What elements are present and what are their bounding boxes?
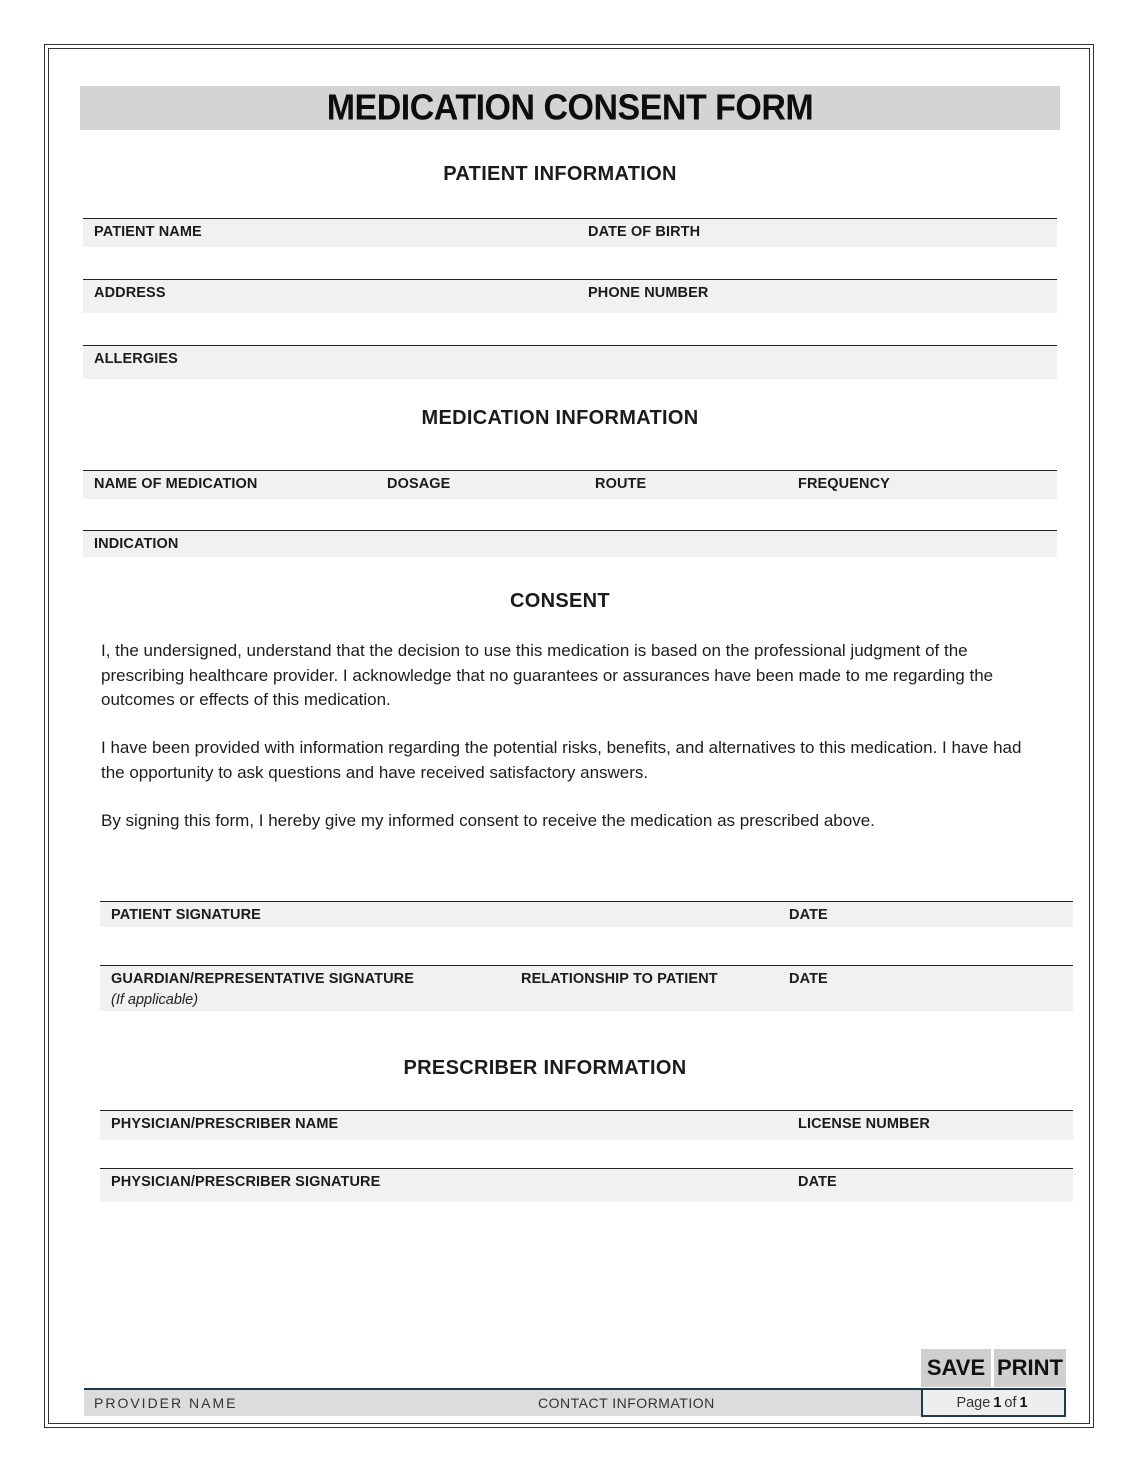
- prescriber-signature-date-label: DATE: [798, 1174, 837, 1190]
- page-total: 1: [1019, 1394, 1028, 1411]
- footer-bar: [84, 1388, 1066, 1416]
- page-indicator: [921, 1388, 1066, 1417]
- page-prefix: Page: [956, 1394, 991, 1411]
- guardian-signature-date-label: DATE: [789, 971, 828, 987]
- patient-name-label: PATIENT NAME: [94, 224, 202, 240]
- if-applicable-note: (If applicable): [111, 992, 199, 1008]
- dosage-label: DOSAGE: [387, 476, 451, 492]
- license-number-label: LICENSE NUMBER: [798, 1116, 930, 1132]
- contact-information-footer: CONTACT INFORMATION: [538, 1395, 715, 1411]
- prescriber-signature-field[interactable]: [100, 1168, 1073, 1202]
- prescriber-signature-label: PHYSICIAN/PRESCRIBER SIGNATURE: [111, 1174, 381, 1190]
- consent-paragraph-1: [101, 639, 1031, 713]
- provider-name-footer: PROVIDER NAME: [94, 1395, 238, 1411]
- page-current: 1: [993, 1394, 1002, 1411]
- consent-text-2: I have been provided with information regarding the potential risks, benefits, and alternatives to this medication. I have had the opportunity to ask questions and have received satisfactory answers.: [101, 738, 1022, 782]
- route-label: ROUTE: [595, 476, 647, 492]
- consent-paragraph-3: [101, 809, 1031, 834]
- prescriber-name-field[interactable]: [100, 1110, 1073, 1140]
- consent-paragraph-2: [101, 736, 1031, 785]
- address-field[interactable]: [83, 279, 1057, 313]
- guardian-signature-label: GUARDIAN/REPRESENTATIVE SIGNATURE: [111, 971, 414, 987]
- allergies-label: ALLERGIES: [94, 351, 178, 367]
- indication-field[interactable]: [83, 530, 1057, 557]
- address-label: ADDRESS: [94, 285, 166, 301]
- prescriber-name-label: PHYSICIAN/PRESCRIBER NAME: [111, 1116, 339, 1132]
- relationship-to-patient-label: RELATIONSHIP TO PATIENT: [521, 971, 718, 987]
- patient-signature-label: PATIENT SIGNATURE: [111, 907, 261, 923]
- form-title-bar: [80, 86, 1060, 130]
- print-button[interactable]: PRINT: [994, 1349, 1066, 1387]
- allergies-field[interactable]: [83, 345, 1057, 379]
- consent-heading: CONSENT: [510, 590, 610, 612]
- frequency-label: FREQUENCY: [798, 476, 890, 492]
- consent-text-1: I, the undersigned, understand that the decision to use this medication is based on the professional judgment of the prescribing healthcare provider. I acknowledge that no guarantees or assurances have been made to me regarding the outcomes or effects of this medication.: [101, 641, 994, 709]
- page-of: of: [1004, 1394, 1017, 1411]
- save-button[interactable]: SAVE: [921, 1349, 991, 1387]
- name-of-medication-label: NAME OF MEDICATION: [94, 476, 258, 492]
- date-of-birth-label: DATE OF BIRTH: [588, 224, 701, 240]
- indication-label: INDICATION: [94, 536, 179, 552]
- consent-text-3: By signing this form, I hereby give my informed consent to receive the medication as prescribed above.: [101, 811, 875, 830]
- guardian-signature-field[interactable]: [100, 965, 1073, 1011]
- medication-details-field[interactable]: [83, 470, 1057, 499]
- patient-information-heading: PATIENT INFORMATION: [443, 163, 677, 185]
- phone-number-label: PHONE NUMBER: [588, 285, 709, 301]
- patient-signature-date-label: DATE: [789, 907, 828, 923]
- patient-name-field[interactable]: [83, 218, 1057, 247]
- prescriber-information-heading: PRESCRIBER INFORMATION: [403, 1057, 687, 1079]
- patient-signature-field[interactable]: [100, 901, 1073, 927]
- medication-information-heading: MEDICATION INFORMATION: [421, 407, 699, 429]
- form-title: MEDICATION CONSENT FORM: [326, 87, 814, 128]
